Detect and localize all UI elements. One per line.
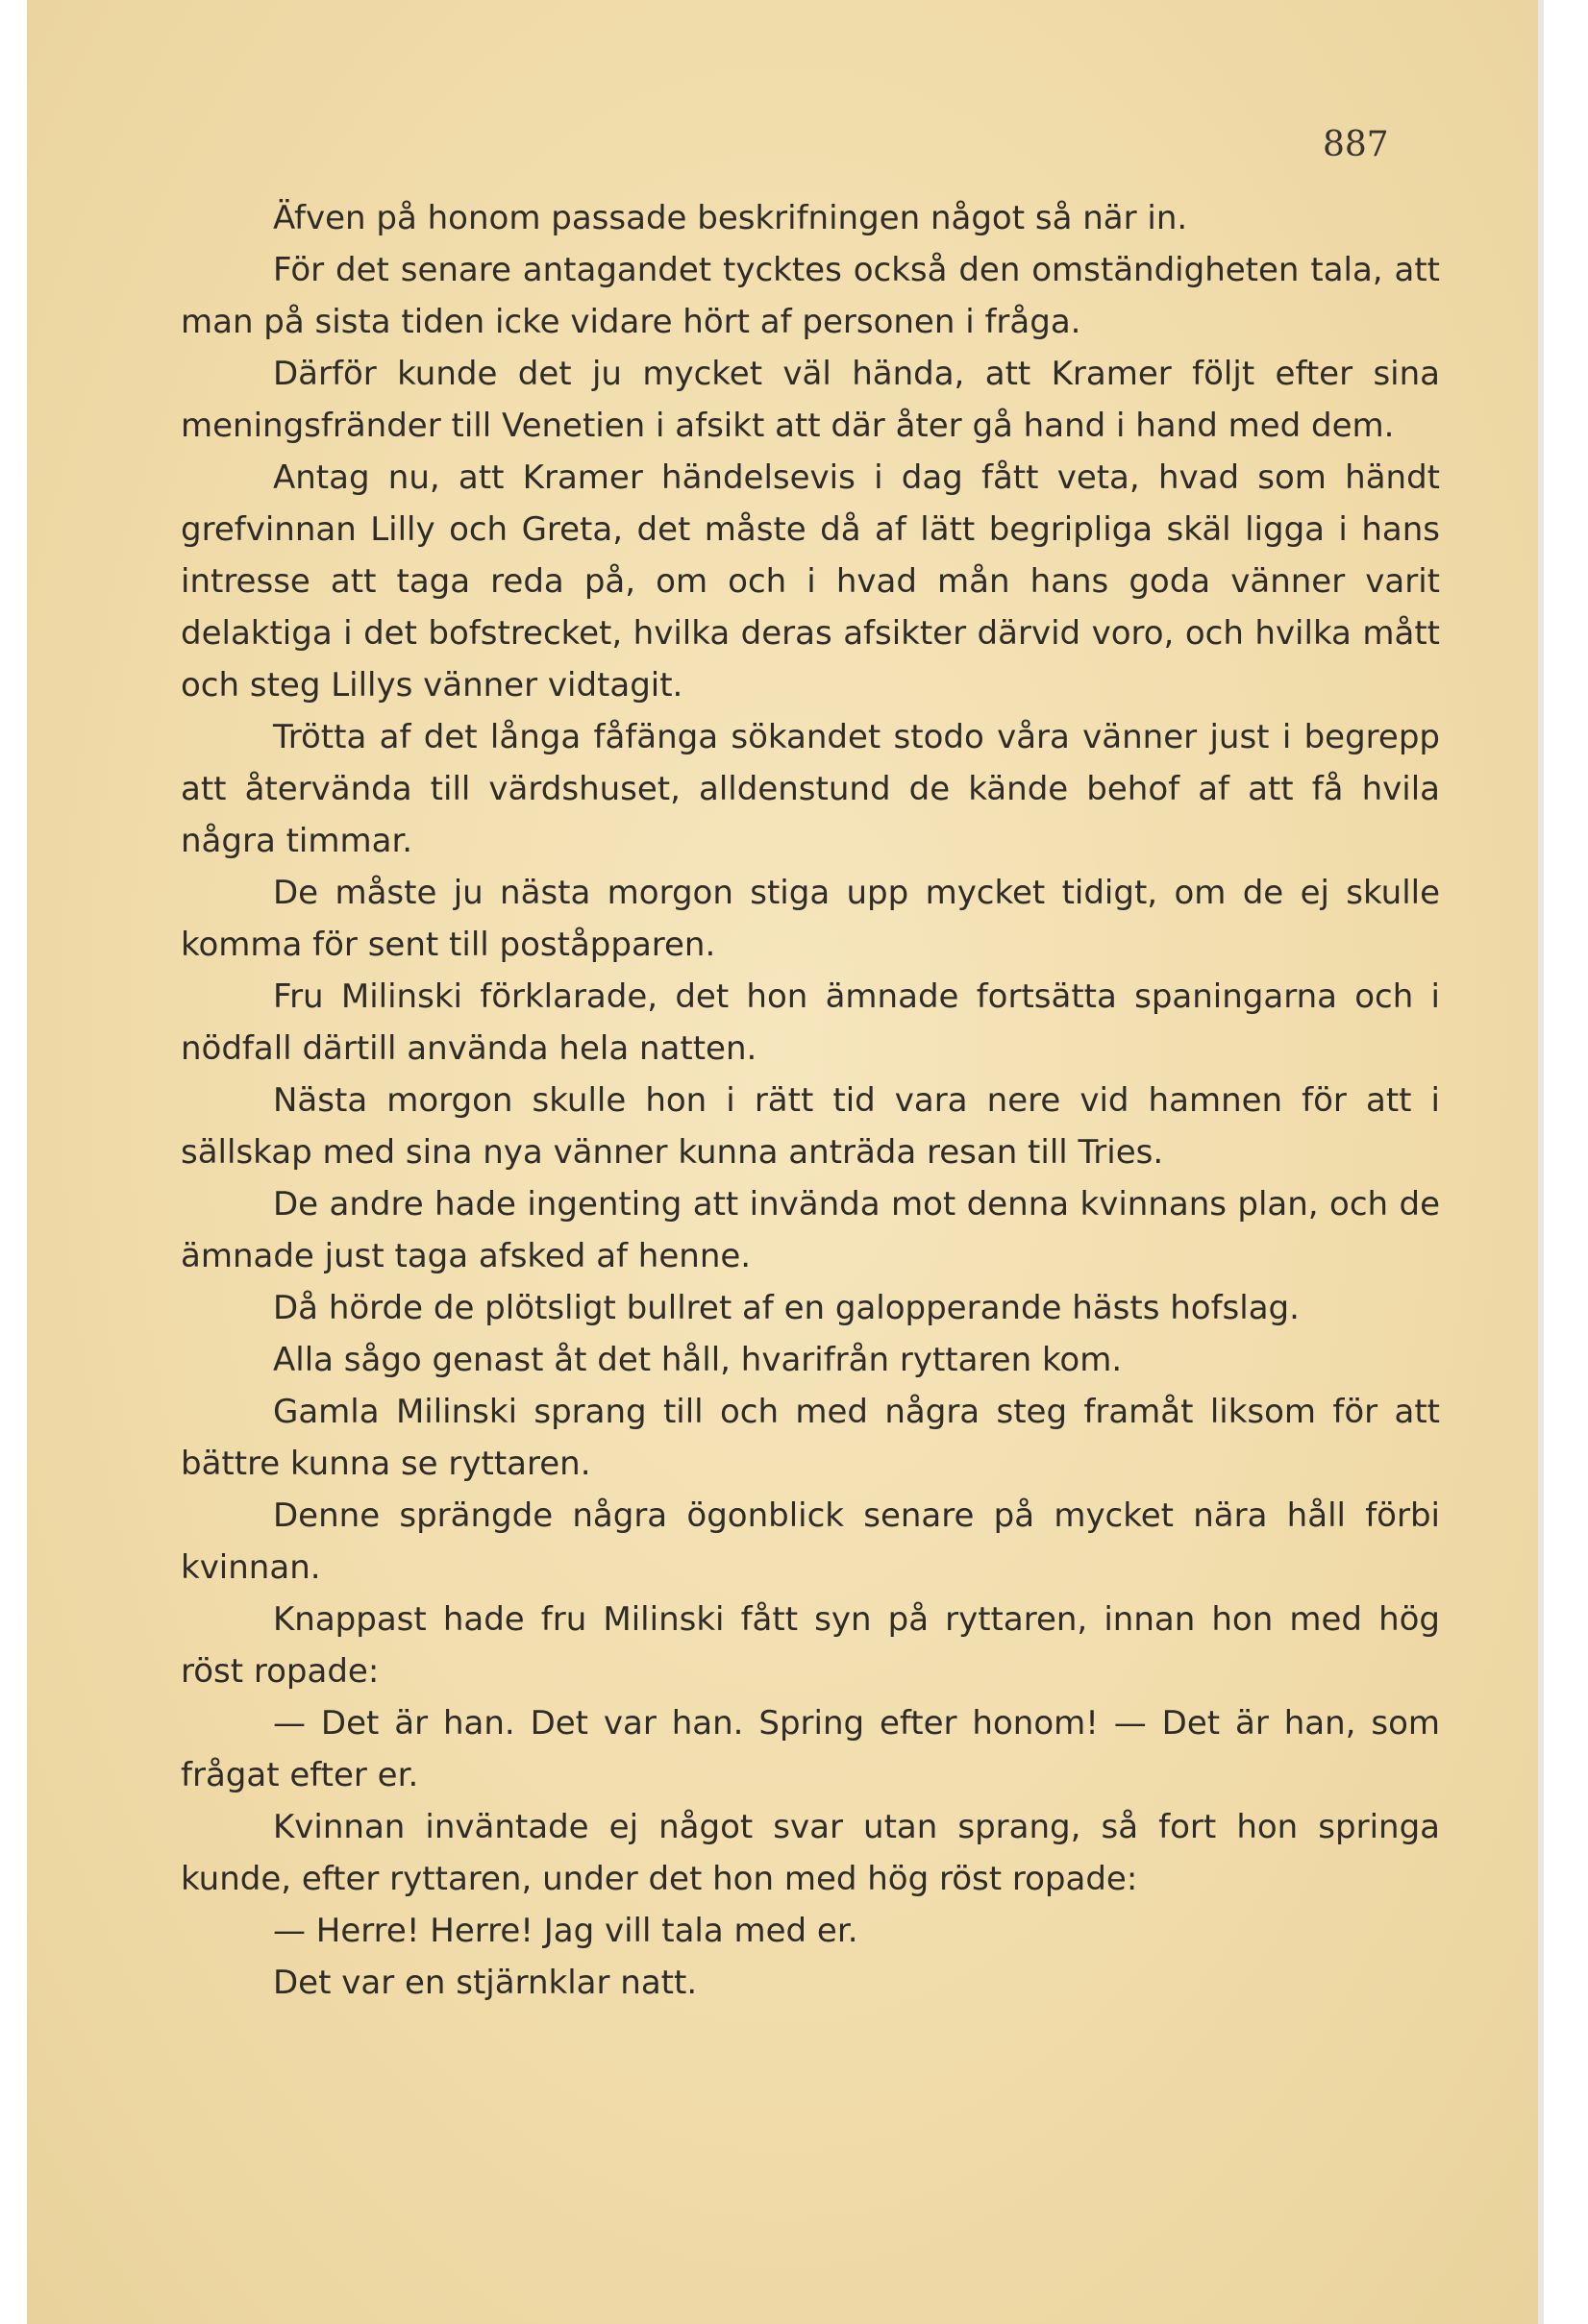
paragraph: Nästa morgon skulle hon i rätt tid vara nere vid hamnen för att i sällskap med sina nya vänner kunna anträda resan till Tries.	[181, 1081, 1440, 1172]
paragraph: De måste ju nästa morgon stiga upp mycket tidigt, om de ej skulle komma för sent till poståpparen.	[181, 874, 1440, 964]
paragraph: Fru Milinski förklarade, det hon ämnade fortsätta spaningarna och i nödfall därtill använda hela natten.	[181, 977, 1440, 1068]
paragraph: — Herre! Herre! Jag vill tala med er.	[273, 1912, 858, 1950]
page-number: 887	[1323, 125, 1389, 164]
book-page	[27, 0, 1544, 2324]
paragraph: De andre hade ingenting att invända mot denna kvinnans plan, och de ämnade just taga afsked af henne.	[181, 1185, 1440, 1275]
paragraph: — Det är han. Det var han. Spring efter honom! — Det är han, som frågat efter er.	[181, 1704, 1440, 1794]
paragraph: Det var en stjärnklar natt.	[273, 1964, 698, 2002]
paragraph: Äfven på honom passade beskrifningen något så när in.	[273, 199, 1188, 237]
body-text	[181, 192, 1440, 2009]
paragraph: Trötta af det långa fåfänga sökandet stodo våra vänner just i begrepp att återvända till värdshuset, alldenstund de kände behof af att få hvila några timmar.	[181, 718, 1440, 860]
paragraph: Därför kunde det ju mycket väl hända, att Kramer följt efter sina meningsfränder till Venetien i afsikt att där åter gå hand i hand med dem.	[181, 355, 1440, 445]
paragraph: Alla sågo genast åt det håll, hvarifrån ryttaren kom.	[273, 1341, 1123, 1379]
paragraph: Denne sprängde några ögonblick senare på mycket nära håll förbi kvinnan.	[181, 1496, 1440, 1587]
paragraph: Knappast hade fru Milinski fått syn på ryttaren, innan hon med hög röst ropade:	[181, 1600, 1440, 1691]
paragraph: Antag nu, att Kramer händelsevis i dag fått veta, hvad som händt grefvinnan Lilly och Greta, det måste då af lätt begripliga skäl ligga i hans intresse att taga reda på, om och i hvad mån hans goda vänner varit delaktiga i det bofstrecket, hvilka deras afsikter därvid voro, och hvilka mått och steg Lillys vänner vidtagit.	[181, 458, 1440, 705]
paragraph: Kvinnan inväntade ej något svar utan sprang, så fort hon springa kunde, efter ryttaren, under det hon med hög röst ropade:	[181, 1808, 1440, 1898]
paragraph: Gamla Milinski sprang till och med några steg framåt liksom för att bättre kunna se ryttaren.	[181, 1393, 1440, 1483]
paragraph: Då hörde de plötsligt bullret af en galopperande hästs hofslag.	[273, 1289, 1300, 1327]
paragraph: För det senare antagandet tycktes också den omständigheten tala, att man på sista tiden icke vidare hört af personen i fråga.	[181, 251, 1440, 341]
